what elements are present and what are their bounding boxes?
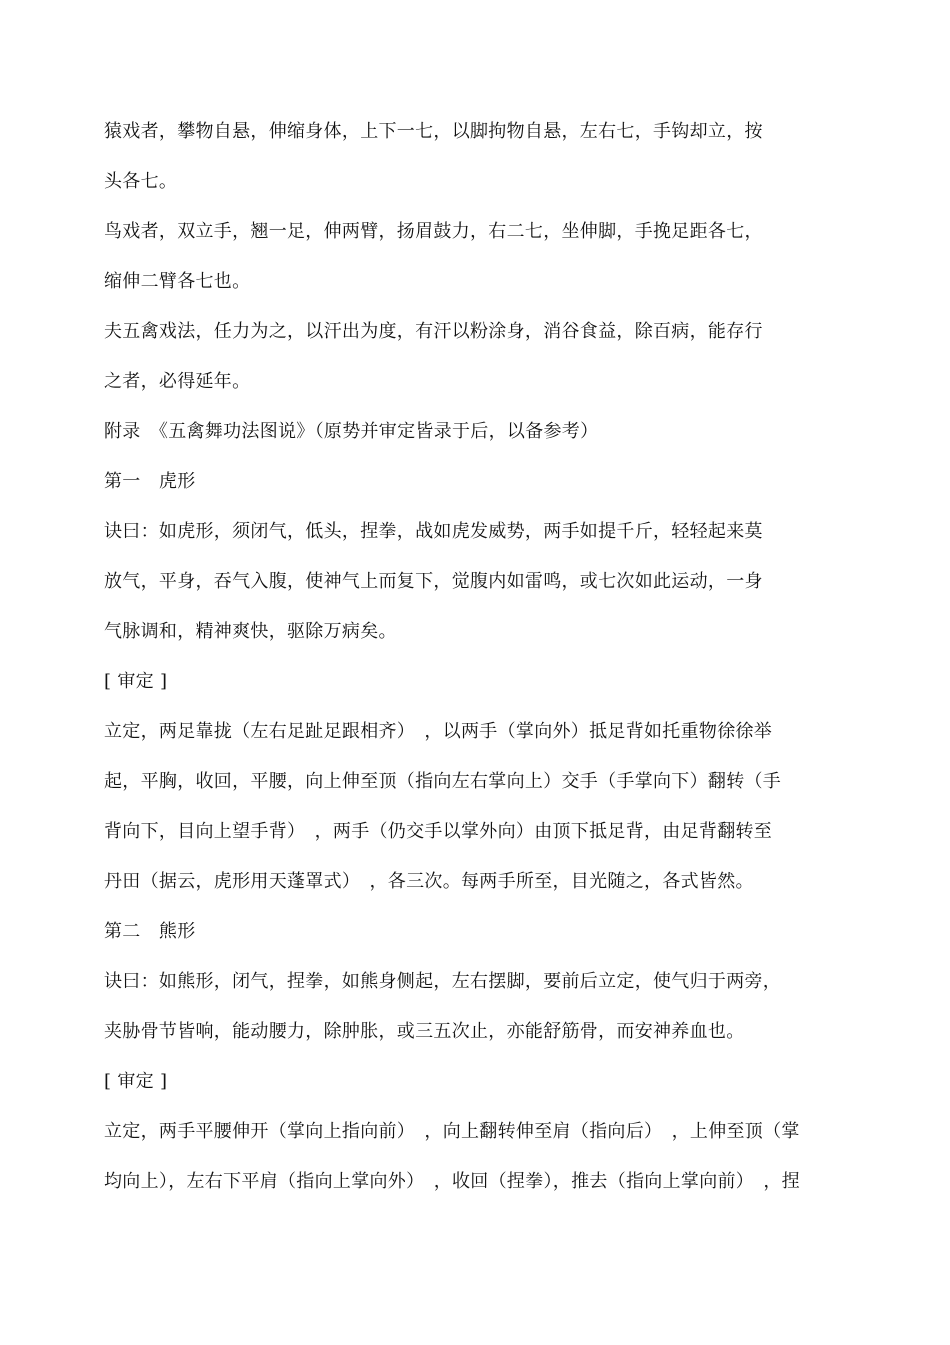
text-line: 放气，平身，吞气入腹，使神气上而复下，觉腹内如雷鸣，或七次如此运动，一身 (104, 571, 763, 592)
text-line: 鸟戏者，双立手，翘一足，伸两臂，扬眉鼓力，右二七，坐伸脚，手挽足距各七， (104, 221, 763, 242)
text-line: 之者，必得延年。 (104, 371, 251, 392)
text-line: 诀曰：如熊形，闭气，捏拳，如熊身侧起，左右摆脚，要前后立定，使气归于两旁， (104, 971, 782, 992)
text-line: 夹胁骨节皆响，能动腰力，除肿胀，或三五次止，亦能舒筋骨，而安神养血也。 (104, 1021, 745, 1042)
section-heading: 第二 熊形 (104, 921, 196, 942)
text-line: 均向上），左右下平肩（指向上掌向外） ，收回（捏拳），推去（指向上掌向前） ，捏 (104, 1171, 800, 1192)
review-label: [ 审定 ] (104, 1071, 168, 1092)
text-line: 丹田（据云，虎形用天蓬罩式） ，各三次。每两手所至，目光随之，各式皆然。 (104, 871, 754, 892)
section-heading: 第一 虎形 (104, 471, 196, 492)
text-line: 缩伸二臂各七也。 (104, 271, 251, 292)
review-label: [ 审定 ] (104, 671, 168, 692)
text-line: 起，平胸，收回，平腰，向上伸至顶（指向左右掌向上）交手（手掌向下）翻转（手 (104, 771, 782, 792)
text-line: 立定，两足靠拢（左右足趾足跟相齐） ，以两手（掌向外）抵足背如托重物徐徐举 (104, 721, 773, 742)
text-line: 背向下，目向上望手背） ，两手（仍交手以掌外向）由顶下抵足背，由足背翻转至 (104, 821, 773, 842)
text-line: 猿戏者，攀物自悬，伸缩身体，上下一七，以脚拘物自悬，左右七，手钩却立，按 (104, 121, 763, 142)
text-line: 气脉调和，精神爽快，驱除万病矣。 (104, 621, 397, 642)
text-line: 夫五禽戏法，任力为之，以汗出为度，有汗以粉涂身，消谷食益，除百病，能存行 (104, 321, 763, 342)
appendix-heading: 附录 《五禽舞功法图说》（原势并审定皆录于后，以备参考） (104, 421, 599, 442)
text-line: 诀曰：如虎形，须闭气，低头，捏拳，战如虎发威势，两手如提千斤，轻轻起来莫 (104, 521, 763, 542)
text-line: 立定，两手平腰伸开（掌向上指向前） ，向上翻转伸至肩（指向后） ，上伸至顶（掌 (104, 1121, 800, 1142)
text-line: 头各七。 (104, 171, 178, 192)
